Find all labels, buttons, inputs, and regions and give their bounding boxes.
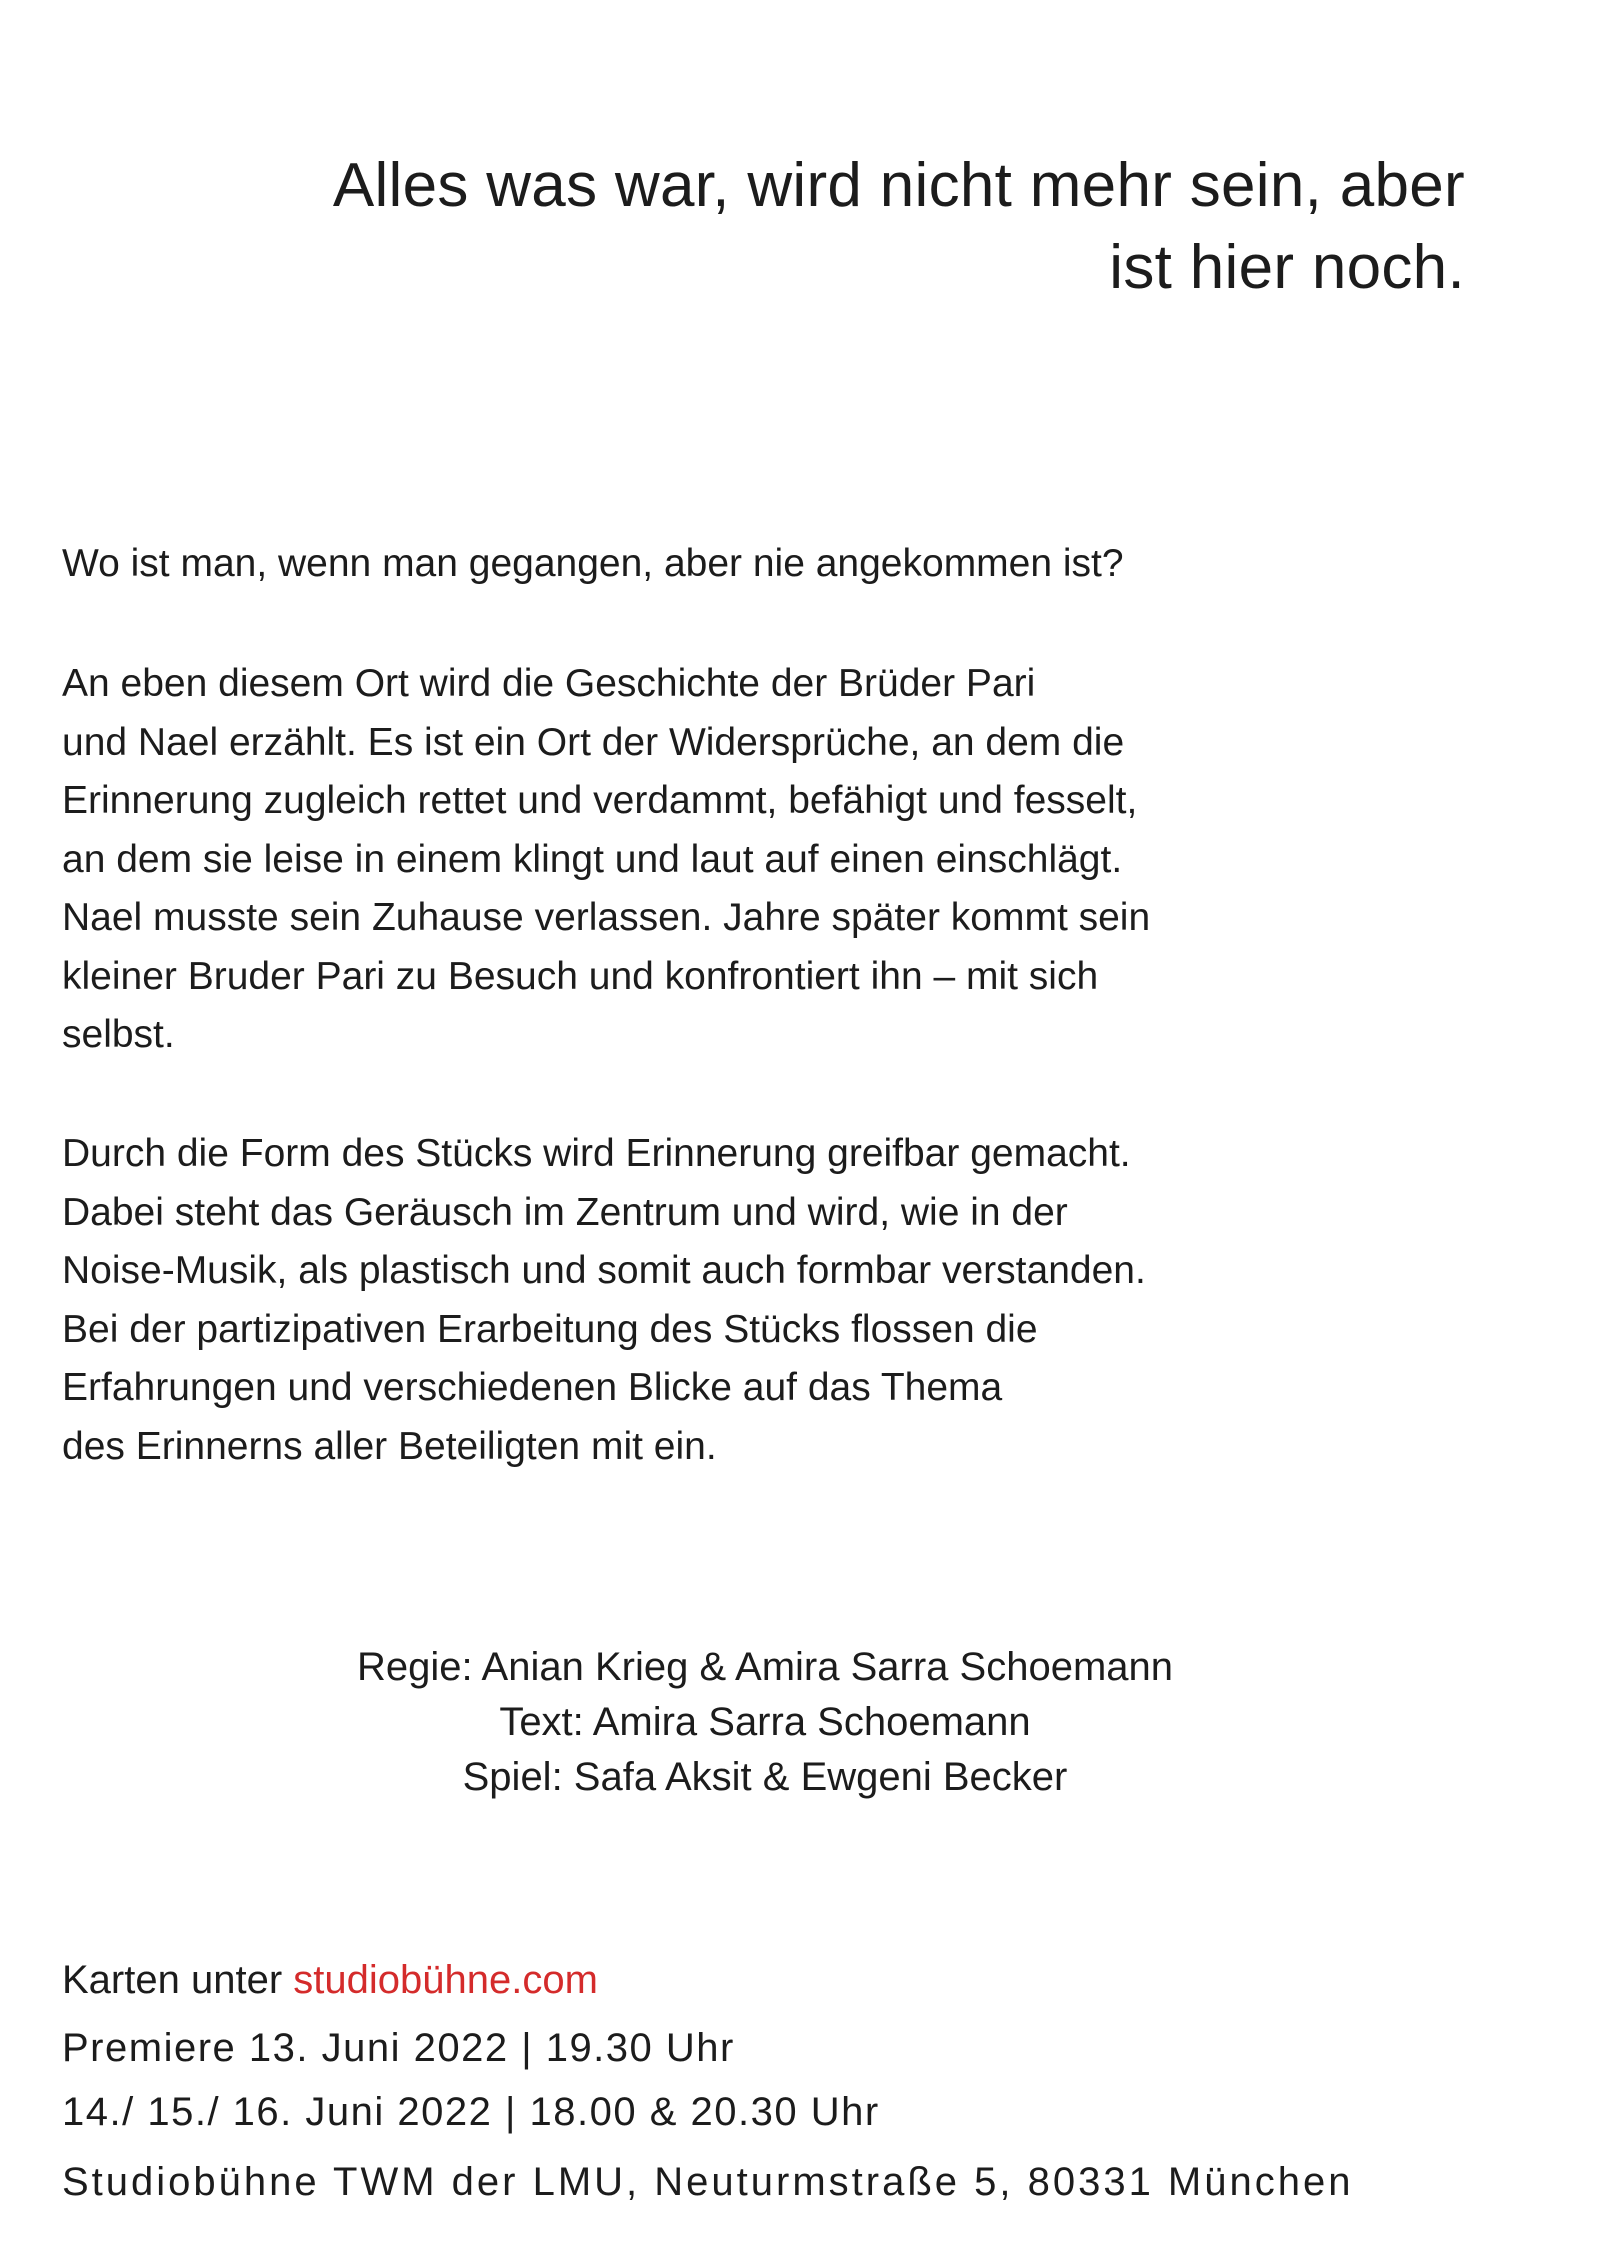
credit-text: Text: Amira Sarra Schoemann — [499, 1700, 1031, 1744]
venue-address: Studiobühne TWM der LMU, Neuturmstraße 5, 80331 München — [62, 2160, 1354, 2204]
paragraph-line: An eben diesem Ort wird die Geschichte der Brüder Pari — [62, 662, 1036, 705]
paragraph-line: und Nael erzählt. Es ist ein Ort der Widersprüche, an dem die — [62, 720, 1125, 764]
paragraph-story — [62, 655, 1482, 1065]
paragraph-line: Bei der partizipativen Erarbeitung des Stücks flossen die — [62, 1307, 1038, 1351]
tickets-label: Karten unter — [62, 1958, 294, 2002]
tickets-link[interactable]: studiobühne.com — [293, 1958, 598, 2002]
credit-direction: Regie: Anian Krieg & Amira Sarra Schoemann — [357, 1645, 1173, 1689]
credits-block — [0, 1640, 1530, 1805]
tickets-line — [62, 1950, 1482, 2010]
intro-question: Wo ist man, wenn man gegangen, aber nie angekommen ist? — [62, 542, 1124, 585]
premiere-date: Premiere 13. Juni 2022 | 19.30 Uhr — [62, 2026, 735, 2070]
event-info — [62, 1950, 1482, 2214]
paragraph-line: Nael musste sein Zuhause verlassen. Jahre später kommt sein — [62, 896, 1151, 939]
performance-dates: 14./ 15./ 16. Juni 2022 | 18.00 & 20.30 Uhr — [62, 2090, 880, 2134]
paragraph-line: Durch die Form des Stücks wird Erinnerung greifbar gemacht. — [62, 1132, 1131, 1175]
headline — [150, 145, 1465, 309]
paragraph-line: kleiner Bruder Pari zu Besuch und konfrontiert ihn – mit sich — [62, 954, 1099, 998]
paragraph-line: selbst. — [62, 1013, 175, 1056]
paragraph-concept — [62, 1125, 1482, 1476]
paragraph-line: an dem sie leise in einem klingt und laut auf einen einschlägt. — [62, 837, 1123, 881]
headline-line-2: ist hier noch. — [1109, 233, 1465, 302]
credit-cast: Spiel: Safa Aksit & Ewgeni Becker — [462, 1755, 1068, 1799]
paragraph-line: Noise-Musik, als plastisch und somit auch formbar verstanden. — [62, 1249, 1146, 1292]
paragraph-line: des Erinnerns aller Beteiligten mit ein. — [62, 1424, 717, 1468]
paragraph-line: Erfahrungen und verschiedenen Blicke auf das Thema — [62, 1366, 1003, 1409]
headline-line-1: Alles was war, wird nicht mehr sein, aber — [332, 151, 1465, 220]
paragraph-line: Dabei steht das Geräusch im Zentrum und wird, wie in der — [62, 1190, 1068, 1234]
paragraph-line: Erinnerung zugleich rettet und verdammt, befähigt und fesselt, — [62, 779, 1138, 822]
